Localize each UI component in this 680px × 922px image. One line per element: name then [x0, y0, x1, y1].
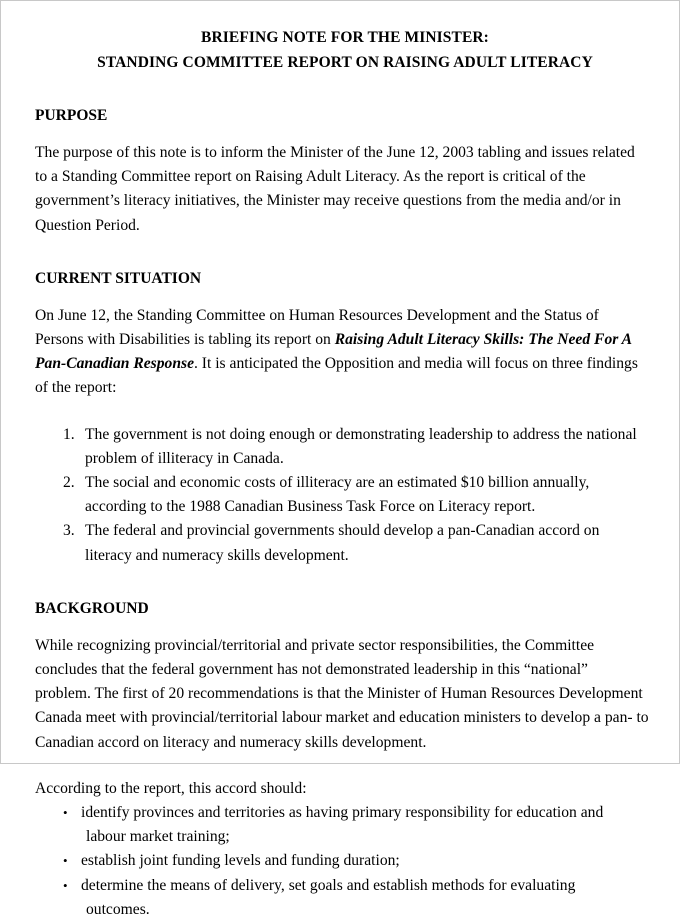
report-title-part-2: Pan-Canadian Response [35, 355, 194, 373]
findings-list-item [35, 471, 679, 519]
findings-item-number: 1. [63, 425, 75, 443]
current-situation-paragraph [35, 304, 679, 401]
purpose-line-3: government’s literacy initiatives, the Minister may receive questions from the media and/or in [35, 192, 621, 210]
section-purpose [1, 105, 679, 238]
background-line-2: concludes that the federal government has not demonstrated leadership in this “national” [35, 661, 588, 679]
current-situation-line-1: On June 12, the Standing Committee on Human Resources Development and the Status of [35, 306, 599, 324]
report-title-part-1: Raising Adult Literacy Skills: The Need For A [334, 331, 633, 349]
accord-intro [35, 777, 679, 801]
accord-item-line: determine the means of delivery, set goals and establish methods for evaluating [81, 876, 576, 894]
accord-item-line: establish joint funding levels and funding duration; [81, 852, 400, 870]
section-background [1, 598, 679, 922]
background-paragraph [35, 634, 679, 755]
findings-item-number: 3. [63, 522, 75, 540]
bullet-icon: • [63, 853, 68, 869]
document-page-content [1, 1, 679, 918]
findings-item-line: The social and economic costs of illiteracy are an estimated $10 billion annually, [85, 474, 590, 492]
spacer-before-findings [35, 401, 679, 423]
bullet-icon: • [63, 805, 68, 821]
findings-item-number: 2. [63, 474, 75, 492]
background-heading: BACKGROUND [35, 599, 149, 617]
purpose-line-2: to a Standing Committee report on Raising Adult Literacy. As the report is critical of the [35, 168, 586, 186]
purpose-line-1: The purpose of this note is to inform the Minister of the June 12, 2003 tabling and issues related [35, 144, 635, 161]
findings-list [35, 423, 679, 568]
current-situation-heading: CURRENT SITUATION [35, 269, 202, 287]
document-title-line-2: STANDING COMMITTEE REPORT ON RAISING ADULT LITERACY [97, 54, 593, 71]
accord-list-item [35, 874, 679, 922]
accord-list-item [35, 801, 679, 849]
findings-list-item [35, 519, 679, 567]
spacer-after-current-situation [1, 568, 679, 598]
purpose-heading: PURPOSE [35, 107, 108, 124]
findings-item-line: The federal and provincial governments should develop a pan-Canadian accord on [85, 522, 600, 540]
current-situation-line-3 [35, 352, 679, 376]
section-current-situation [1, 268, 679, 568]
current-situation-line-3-suffix: . It is anticipated the Opposition and media will focus on three findings [194, 355, 638, 373]
background-line-5: Canadian accord on literacy and numeracy skills development. [35, 733, 427, 751]
current-situation-line-2 [35, 328, 679, 352]
findings-item-line: problem of illiteracy in Canada. [85, 449, 284, 467]
spacer-after-title [1, 75, 679, 105]
background-line-4: Canada meet with provincial/territorial labour market and education ministers to develop a pan- to [35, 709, 649, 727]
document-title [1, 25, 679, 75]
document-title-line-1: BRIEFING NOTE FOR THE MINISTER: [201, 29, 489, 46]
bullet-icon: • [63, 877, 68, 893]
purpose-paragraph [35, 141, 679, 238]
background-line-1: While recognizing provincial/territorial and private sector responsibilities, the Committee [35, 636, 595, 654]
findings-list-item [35, 423, 679, 471]
findings-item-line: literacy and numeracy skills development. [85, 546, 349, 564]
accord-item-line: outcomes. [86, 900, 150, 918]
current-situation-line-4: of the report: [35, 379, 117, 397]
spacer-before-accord [35, 755, 679, 777]
findings-item-line: according to the 1988 Canadian Business Task Force on Literacy report. [85, 498, 536, 516]
spacer-after-purpose [1, 238, 679, 268]
findings-item-line: The government is not doing enough or demonstrating leadership to address the national [85, 425, 637, 443]
spacer-current-situation-heading [35, 290, 679, 304]
accord-item-line: identify provinces and territories as having primary responsibility for education and [81, 804, 604, 822]
accord-bullet-list [35, 801, 679, 922]
purpose-line-4: Question Period. [35, 216, 140, 234]
background-line-3: problem. The first of 20 recommendations is that the Minister of Human Resources Development [35, 685, 643, 703]
accord-item-line: labour market training; [86, 828, 230, 846]
accord-intro-line: According to the report, this accord should: [35, 779, 307, 797]
spacer-purpose-heading [35, 127, 679, 141]
current-situation-line-2-prefix: Persons with Disabilities is tabling its report on [35, 331, 335, 349]
spacer-background-heading [35, 620, 679, 634]
accord-list-item [35, 849, 679, 873]
